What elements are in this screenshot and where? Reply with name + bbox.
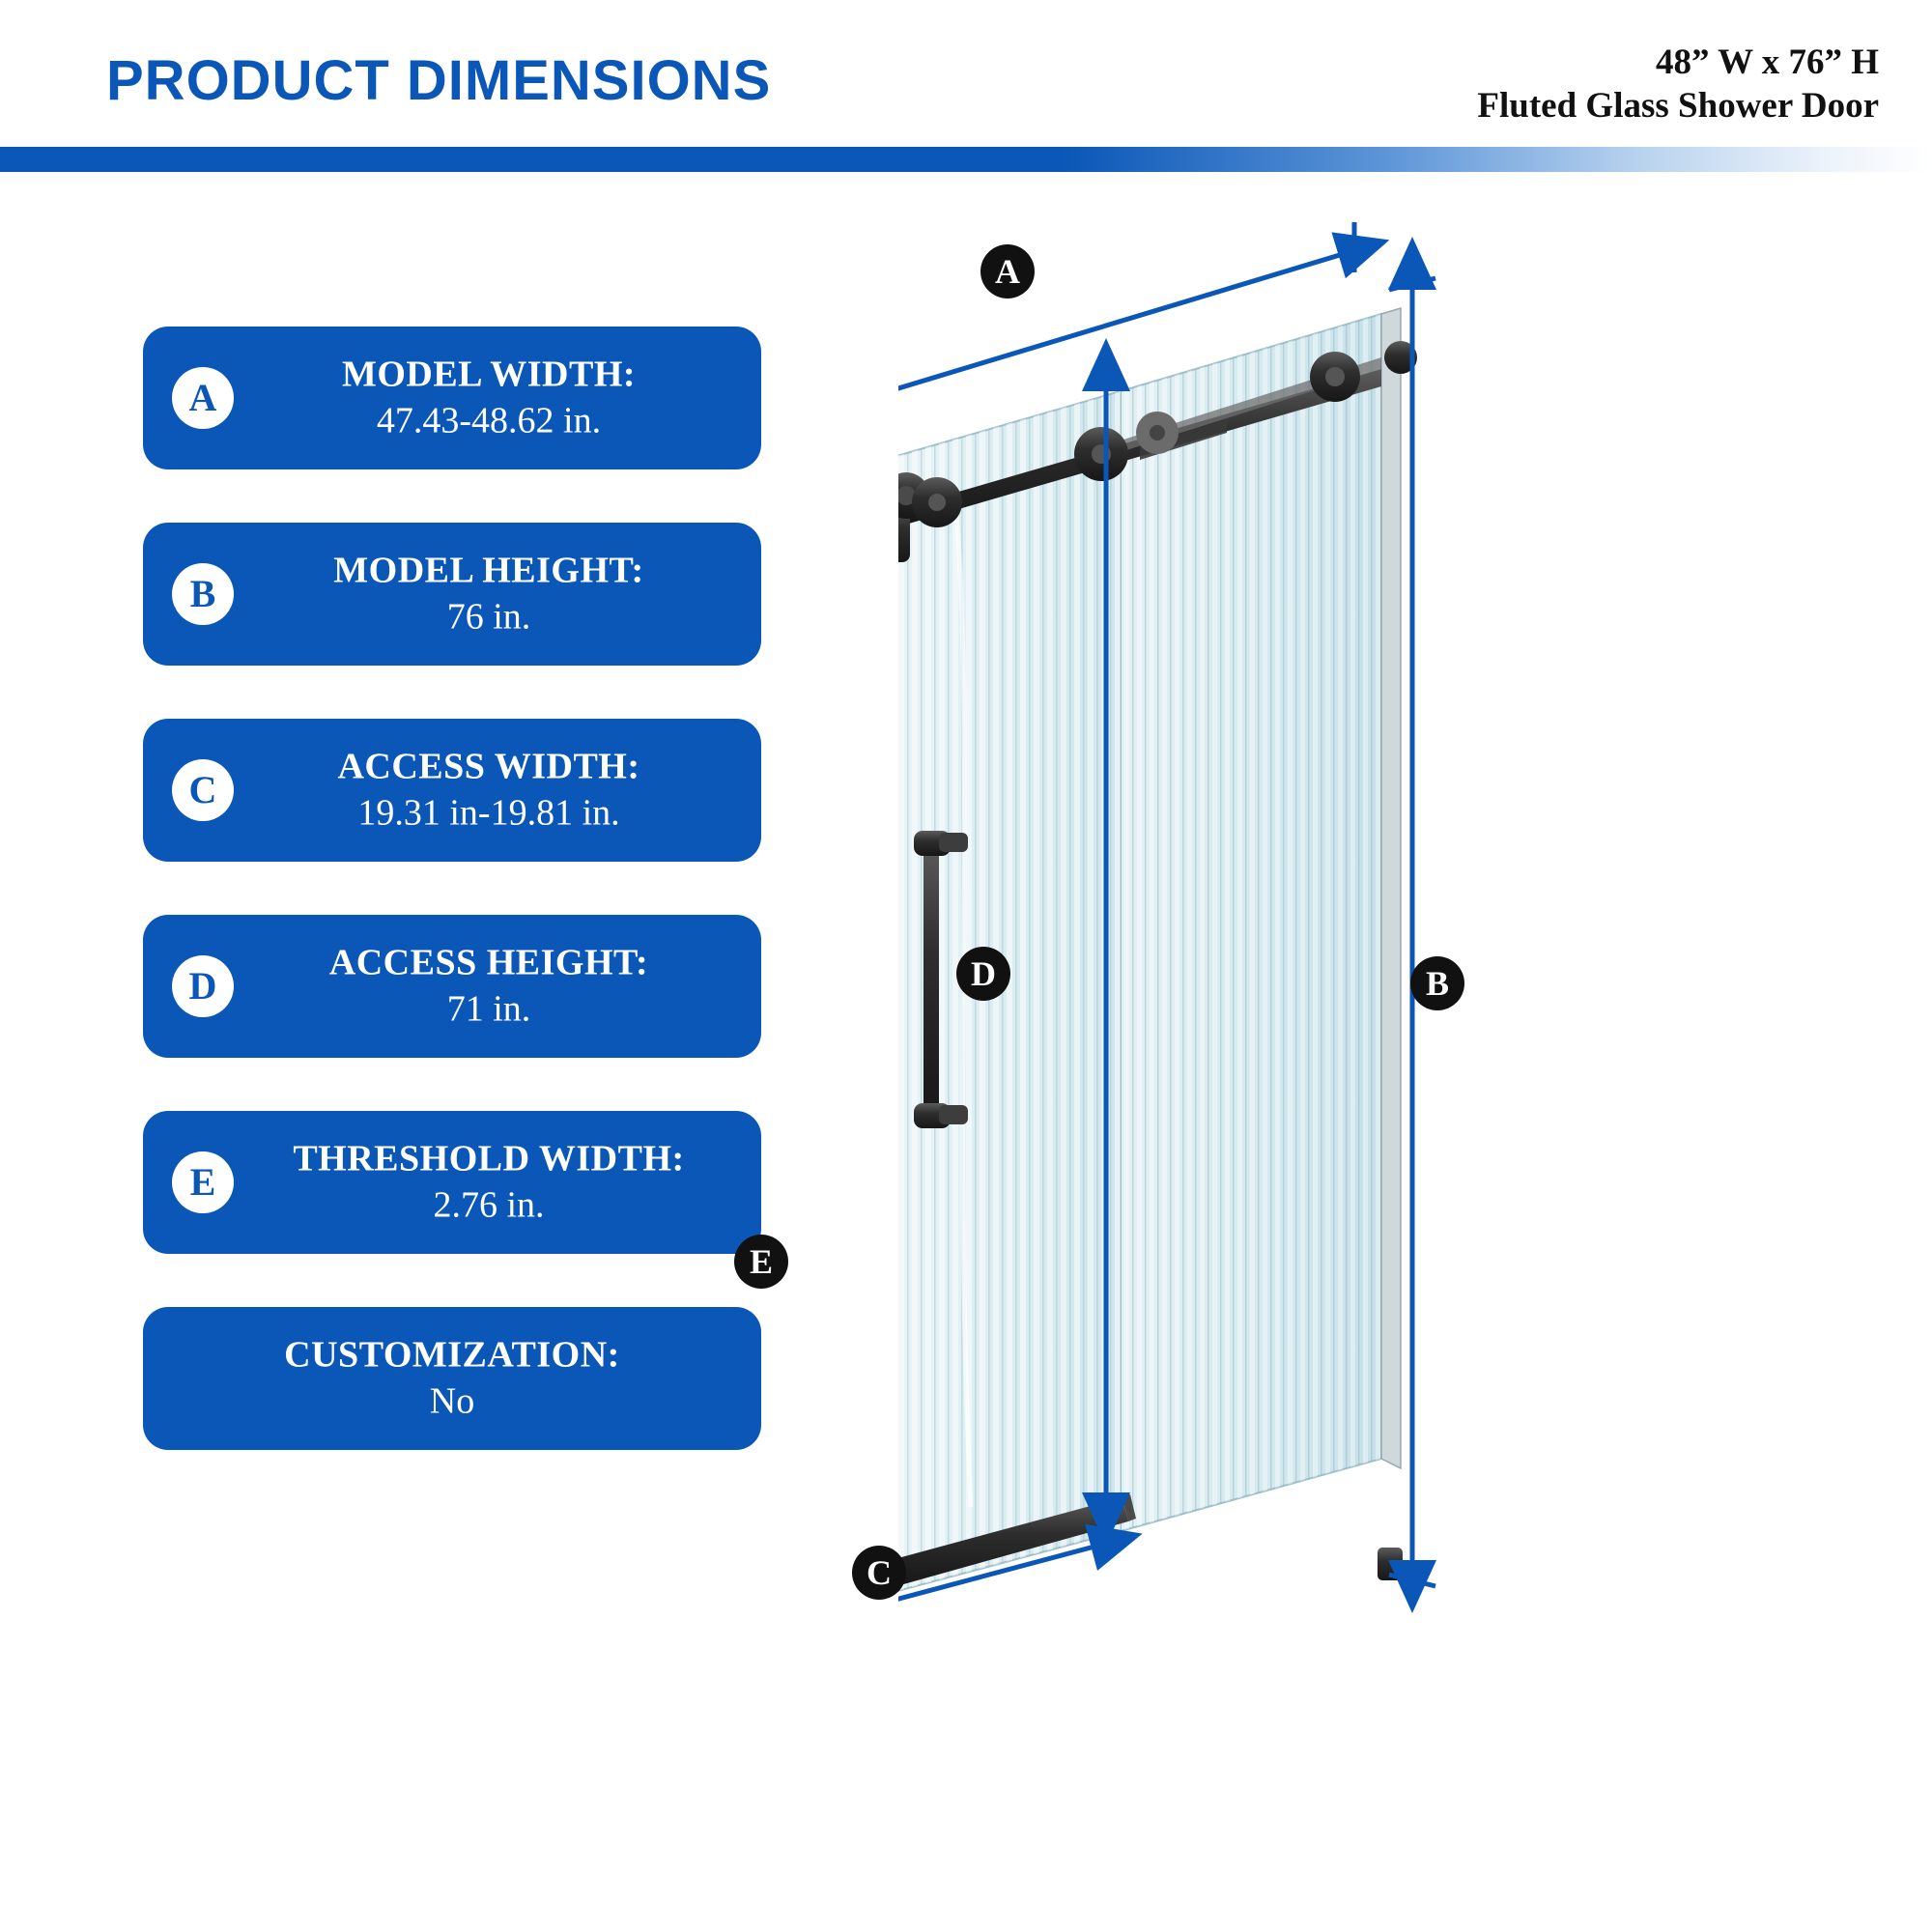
spec-label: ACCESS HEIGHT: (328, 942, 649, 983)
roller-rear-right (1310, 352, 1360, 402)
spec-value: 76 in. (446, 596, 531, 637)
roller-front-right (1074, 427, 1128, 481)
header-divider (0, 147, 1932, 172)
spec-value: 2.76 in. (433, 1184, 545, 1225)
spec-card-model-width (143, 327, 761, 469)
spec-card-threshold-width (143, 1111, 761, 1254)
spec-value: 19.31 in-19.81 in. (357, 792, 620, 833)
spec-label: MODEL WIDTH: (341, 354, 637, 395)
spec-label: ACCESS WIDTH: (337, 746, 640, 787)
roller-rear-left (1136, 412, 1179, 454)
spec-label: THRESHOLD WIDTH: (293, 1138, 685, 1179)
badge-b: B (172, 563, 234, 625)
spec-value: No (429, 1380, 475, 1421)
spec-card-text (236, 745, 742, 837)
spec-card-access-width (143, 719, 761, 862)
spec-value: 47.43-48.62 in. (376, 400, 602, 440)
shower-door-illustration (898, 222, 1874, 1768)
callout-e: E (734, 1235, 788, 1289)
spec-card-text (236, 1137, 742, 1229)
spec-card-list (143, 327, 761, 1503)
callout-a: A (980, 244, 1035, 298)
callout-d: D (956, 947, 1010, 1001)
product-title (1477, 41, 1879, 128)
page-title: PRODUCT DIMENSIONS (106, 49, 772, 112)
badge-d: D (172, 955, 234, 1017)
rear-glass-panel (1121, 314, 1381, 1531)
rear-frame-right (1381, 308, 1401, 1468)
spec-card-access-height (143, 915, 761, 1058)
spec-card-model-height (143, 523, 761, 666)
product-size-line: 48” W x 76” H (1656, 43, 1879, 82)
spec-card-text (236, 549, 742, 640)
roller-front-left (912, 477, 962, 527)
badge-e: E (172, 1151, 234, 1213)
product-diagram (749, 222, 1874, 1768)
badge-a: A (172, 367, 234, 429)
product-name-line: Fluted Glass Shower Door (1477, 86, 1879, 127)
callout-b: B (1410, 956, 1464, 1010)
spec-card-text (236, 353, 742, 444)
spec-label: MODEL HEIGHT: (333, 550, 644, 591)
spec-label: CUSTOMIZATION: (284, 1334, 620, 1376)
spec-card-text (236, 941, 742, 1033)
header (0, 0, 1932, 185)
callout-c: C (852, 1546, 906, 1600)
badge-c: C (172, 759, 234, 821)
spec-value: 71 in. (446, 988, 531, 1029)
spec-card-text (162, 1333, 742, 1425)
spec-card-customization (143, 1307, 761, 1450)
